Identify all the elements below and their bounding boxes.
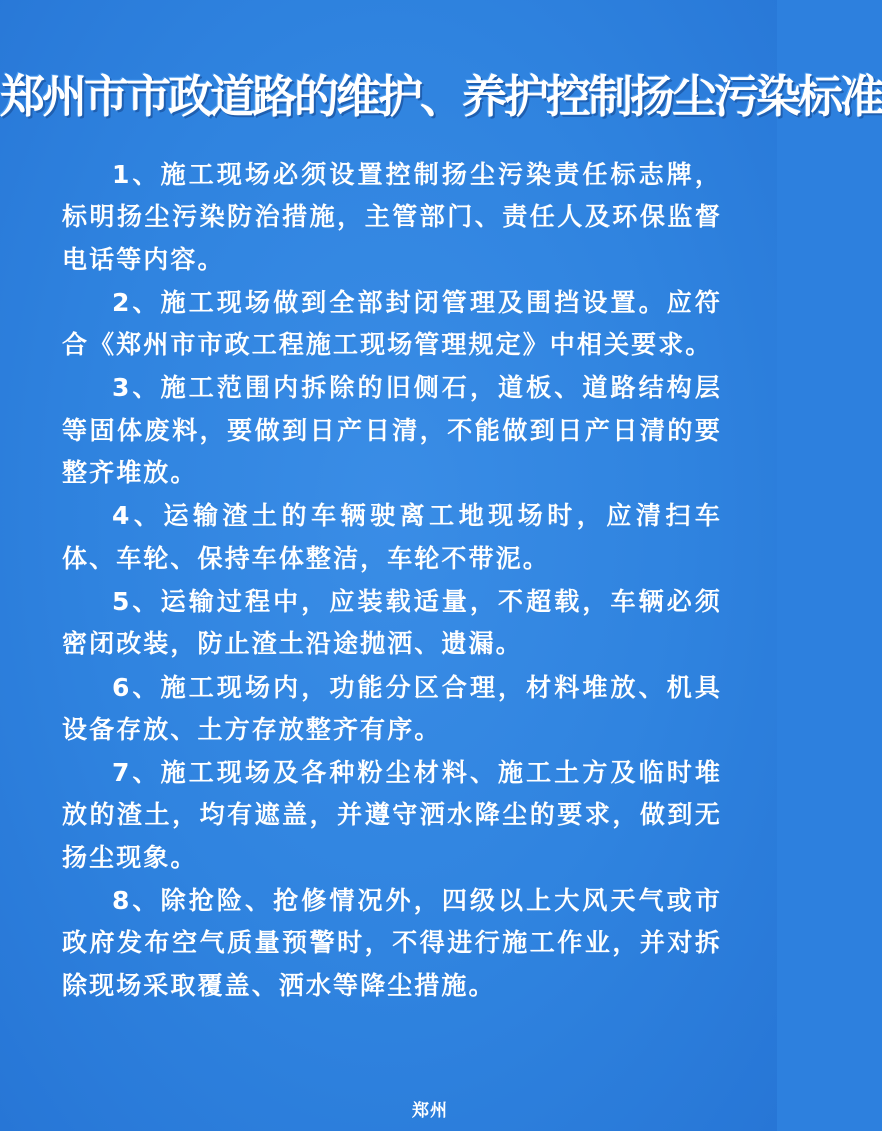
regulation-item-4: 4、运输渣土的车辆驶离工地现场时，应清扫车体、车轮、保持车体整洁，车轮不带泥。 <box>62 501 722 573</box>
footer-text: 郑州 <box>412 1101 448 1121</box>
regulation-item-8: 8、除抢险、抢修情况外，四级以上大风天气或市政府发布空气质量预警时，不得进行施工作业，并对拆除现场采取覆盖、洒水等降尘措施。 <box>62 886 722 1000</box>
page-title: 郑州市市政道路的维护、养护控制扬尘污染标准 <box>0 70 882 123</box>
regulation-item-2: 2、施工现场做到全部封闭管理及围挡设置。应符合《郑州市市政工程施工现场管理规定》中相关要求。 <box>62 287 722 360</box>
regulation-item-3: 3、施工范围内拆除的旧侧石，道板、道路结构层等固体废料，要做到日产日清，不能做到日产日清的要整齐堆放。 <box>62 373 722 488</box>
regulation-item-5: 5、运输过程中，应装载适量，不超载，车辆必须密闭改装，防止渣土沿途抛洒、遗漏。 <box>62 586 722 659</box>
regulation-item-1: 1、施工现场必须设置控制扬尘污染责任标志牌，标明扬尘污染防治措施，主管部门、责任人及环保监督电话等内容。 <box>62 160 722 274</box>
regulation-item-7: 7、施工现场及各种粉尘材料、施工土方及临时堆放的渣土，均有遮盖，并遵守洒水降尘的要求，做到无扬尘现象。 <box>62 758 722 872</box>
regulation-list <box>62 154 722 1008</box>
regulation-item-6: 6、施工现场内，功能分区合理，材料堆放、机具设备存放、土方存放整齐有序。 <box>62 672 722 744</box>
